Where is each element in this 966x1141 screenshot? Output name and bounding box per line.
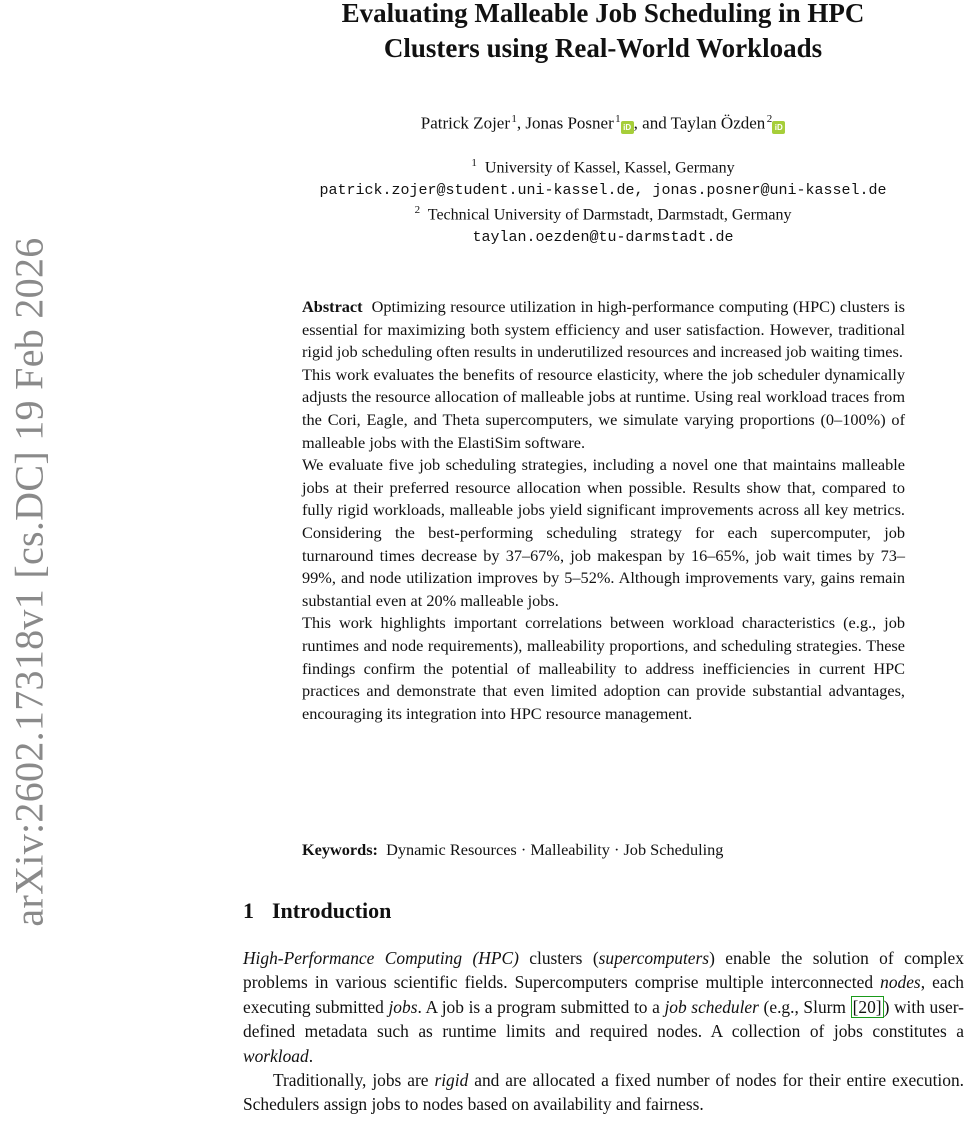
section-title: Introduction	[272, 898, 392, 923]
author-affil-mark: 1	[511, 113, 517, 125]
affiliation-1-emails: patrick.zojer@student.uni-kassel.de, jonas.posner@uni-kassel.de	[319, 182, 887, 199]
author-affil-mark: 1	[615, 113, 621, 125]
affiliation-text: University of Kassel, Kassel, Germany	[484, 159, 735, 177]
keywords-text: Dynamic Resources · Malleability · Job Scheduling	[386, 840, 724, 859]
affiliation-2-emails: taylan.oezden@tu-darmstadt.de	[472, 229, 734, 246]
affiliation-text: Technical University of Darmstadt, Darmstadt, Germany	[427, 206, 792, 224]
author-affil-mark: 2	[766, 113, 773, 125]
abstract-paragraph: We evaluate five job scheduling strategies, including a novel one that maintains malleable jobs at their preferred resource allocation when possible. Results show that, compared to fully rigid workloads, malleable jobs yield significant improvements across all key metrics. Considering the best-performing scheduling strategy for each supercomputer, job turnaround times decrease by 37–67%, job makespan by 16–65%, job wait times by 73–99%, and node utilization improves by 5–52%. Although improvements vary, gains remain substantial even at 20% malleable jobs.	[302, 455, 905, 610]
abstract	[302, 296, 905, 725]
section-number: 1	[243, 898, 254, 923]
abstract-label: Abstract	[302, 297, 363, 316]
affiliation-2: $^2$ Technical University of Darmstadt, Darmstadt, Germany	[414, 204, 792, 224]
arxiv-identifier: arXiv:2602.17318v1 [cs.DC] 19 Feb 2026	[6, 237, 52, 927]
section-heading	[243, 898, 391, 924]
keywords-label: Keywords:	[302, 840, 378, 859]
arxiv-side-stamp	[6, 218, 52, 946]
abstract-paragraph: Abstract Optimizing resource utilization in high-performance computing (HPC) clusters is essential for maximizing both system efficiency and user satisfaction. However, traditional rigid job scheduling often results in underutilized resources and increased job waiting times.	[302, 297, 906, 362]
keywords	[302, 840, 905, 860]
orcid-icon[interactable]: iD	[772, 121, 785, 134]
abstract-paragraph: This work highlights important correlations between workload characteristics (e.g., job runtimes and node requirements), malleability proportions, and scheduling strategies. These findings confirm the potential of malleability to address inefficiencies in current HPC practices and demonstrate that even limited adoption can provide substantial advantages, encouraging its integration into HPC resource management.	[302, 613, 905, 723]
citation-link[interactable]: [20]	[852, 996, 882, 1017]
author-name: Taylan Özden	[670, 113, 766, 133]
introduction-body	[243, 946, 964, 1117]
author-name: Jonas Posner	[525, 113, 614, 133]
affiliation-1: $^1$ University of Kassel, Kassel, Germany	[471, 157, 735, 177]
orcid-icon[interactable]: iD	[621, 121, 634, 134]
title-line-1: Evaluating Malleable Job Scheduling in HPC	[341, 0, 865, 28]
abstract-paragraph: This work evaluates the benefits of resource elasticity, where the job scheduler dynamically adjusts the resource allocation of malleable jobs at runtime. Using real workload traces from the Cori, Eagle, and Theta supercomputers, we simulate varying proportions (0–100%) of malleable jobs with the ElastiSim software.	[302, 364, 905, 452]
author-list: Patrick Zojer $^1$, Jonas Posner $^1$iD , and Taylan Özden $^2$iD	[240, 113, 966, 134]
title-line-2: Clusters using Real-World Workloads	[383, 33, 823, 63]
paper-title	[240, 0, 966, 66]
body-paragraph: Traditionally, jobs are rigid and are allocated a fixed number of nodes for their entire execution. Schedulers assign jobs to nodes based on availability and fairness.	[243, 1070, 964, 1115]
author-name: Patrick Zojer	[420, 113, 510, 133]
body-paragraph: High-Performance Computing (HPC) clusters (supercomputers) enable the solution of complex problems in various scientific fields. Supercomputers comprise multiple interconnected nodes, each executing submitted jobs. A job is a program submitted to a job scheduler (e.g., Slurm [20] ) with user-defined metadata such as runtime limits and required nodes. A collection of jobs constitutes a workload.	[243, 948, 964, 1066]
